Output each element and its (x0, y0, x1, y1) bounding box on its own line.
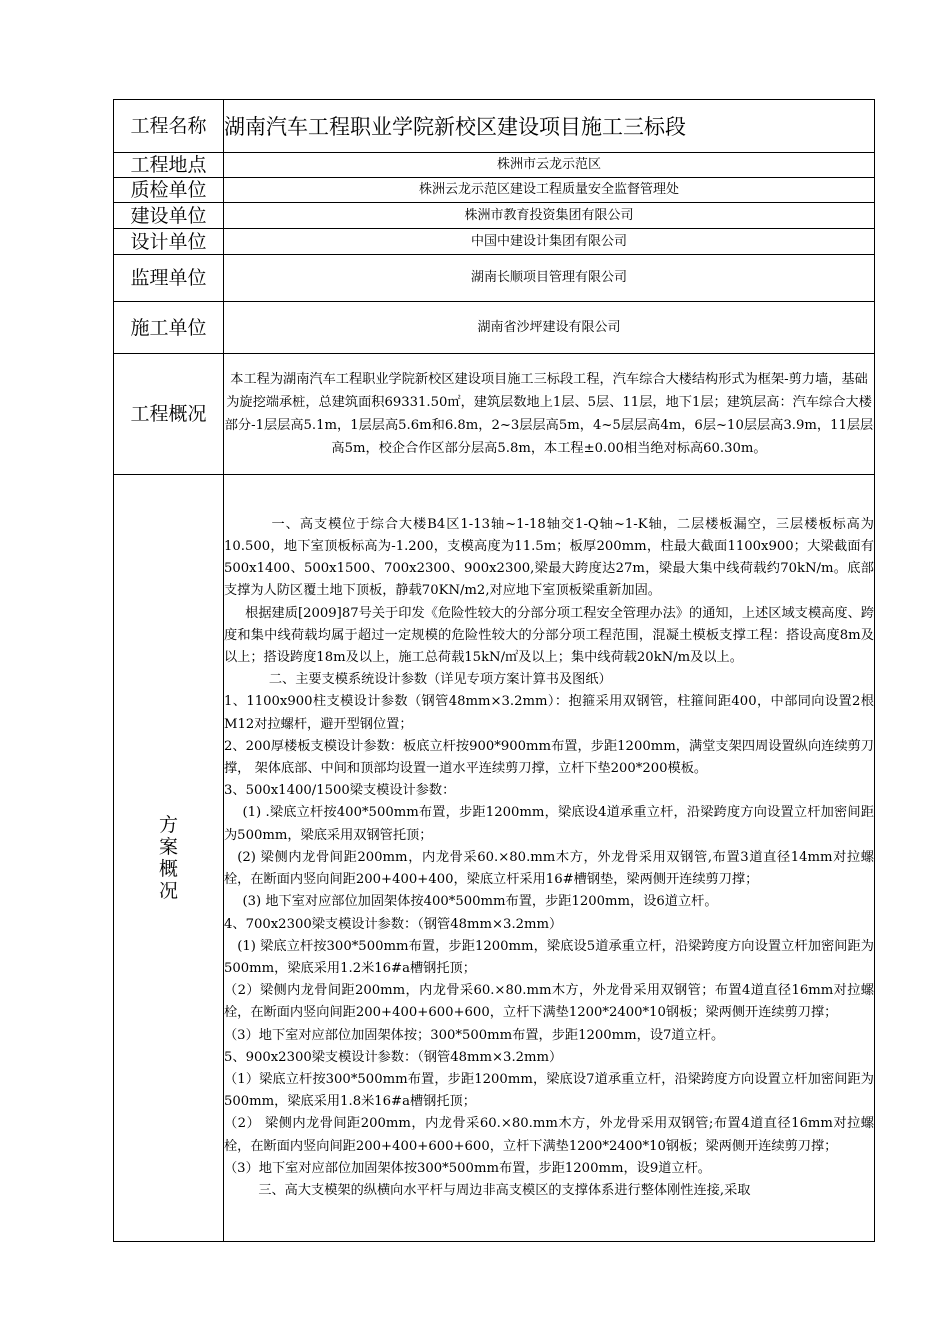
project-info-table (113, 99, 875, 1242)
label-project-name: 工程名称 (114, 100, 224, 153)
plan-paragraph: (2) 梁侧内龙骨间距200mm，内龙骨采60.×80.mm木方，外龙骨采用双钢管,布置3道直径14mm对拉螺栓，在断面内竖向间距200+400+400，梁底立杆采用16#槽钢垫，梁两侧开连续剪刀撑； (224, 849, 874, 888)
row-overview (114, 354, 875, 475)
plan-paragraph: 三、高大支模架的纵横向水平杆与周边非高支模区的支撑体系进行整体刚性连接,采取 (258, 1182, 751, 1198)
plan-paragraph: 根据建质[2009]87号关于印发《危险性较大的分部分项工程安全管理办法》的通知，上述区域支模高度、跨度和集中线荷载均属于超过一定规模的危险性较大的分部分项工程范围，混凝土模板支撑工程：搭设高度8m及以上；搭设跨度18m及以上，施工总荷载15kN/㎡及以上；集中线荷载20kN/m及以上。 (224, 605, 874, 666)
label-plan-char: 概 (158, 858, 178, 880)
plan-paragraph: (1) .梁底立杆按400*500mm布置，步距1200mm，梁底设4道承重立杆，沿梁跨度方向设置立杆加密间距为500mm，梁底采用双钢管托顶； (224, 805, 874, 843)
plan-paragraph: （3）地下室对应部位加固架体按；300*500mm布置，步距1200mm，设7道立杆。 (224, 1027, 725, 1043)
value-construction: 湖南省沙坪建设有限公司 (224, 302, 875, 354)
plan-paragraph: 一、高支模位于综合大楼B4区1-13轴~1-18轴交1-Q轴~1-K轴，二层楼板漏空，三层楼板标高为10.500，地下室顶板标高为-1.200，支模高度为11.5m；板厚200mm，柱最大截面1100x900；大梁截面有500x1400、500x1500、700x2300、900x2300,梁最大跨度达27m，梁最大集中线荷载约70kN/m。底部支撑为人防区覆土地下顶板，静载70KN/m2,对应地下室顶板梁重新加固。 (224, 516, 874, 599)
value-design: 中国中建设计集团有限公司 (224, 229, 875, 255)
row-location (114, 153, 875, 178)
value-quality: 株洲云龙示范区建设工程质量安全监督管理处 (224, 178, 875, 203)
row-quality (114, 178, 875, 203)
plan-paragraph: 2、200厚楼板支模设计参数：板底立杆按900*900mm布置，步距1200mm，满堂支架四周设置纵向连续剪刀撑， 架体底部、中间和顶部均设置一道水平连续剪刀撑，立杆下垫200*200模板。 (224, 738, 874, 777)
plan-content (224, 475, 875, 1242)
plan-paragraph: （3）地下室对应部位加固架体按300*500mm布置，步距1200mm，设9道立杆。 (224, 1160, 711, 1176)
plan-paragraph: (1) 梁底立杆按300*500mm布置，步距1200mm，梁底设5道承重立杆，沿梁跨度方向设置立杆加密间距为500mm，梁底采用1.2米16#a槽钢托顶； (224, 938, 874, 976)
label-quality: 质检单位 (114, 178, 224, 203)
value-overview: 本工程为湖南汽车工程职业学院新校区建设项目施工三标段工程，汽车综合大楼结构形式为框架-剪力墙，基础为旋挖端承桩，总建筑面积69331.50㎡，建筑层数地上1层、5层、11层，地下1层；建筑层高：汽车综合大楼部分-1层层高5.1m，1层层高5.6m和6.8m，2~3层层高5m，4~5层层高4m，6层~10层层高3.9m，11层层高5m，校企合作区部分层高5.8m，本工程±0.00相当绝对标高60.30m。 (224, 354, 875, 475)
row-project-name (114, 100, 875, 153)
value-owner: 株洲市教育投资集团有限公司 (224, 203, 875, 229)
plan-paragraph: （2）梁侧内龙骨间距200mm，内龙骨采60.×80.mm木方，外龙骨采用双钢管；布置4道直径16mm对拉螺栓，在断面内竖向间距200+400+600+600，立杆下满垫1200*2400*10钢板；梁两侧开连续剪刀撑； (224, 983, 874, 1021)
plan-paragraph: 二、主要支模系统设计参数（详见专项方案计算书及图纸） (268, 672, 612, 688)
value-location: 株洲市云龙示范区 (224, 153, 875, 178)
label-location: 工程地点 (114, 153, 224, 178)
row-design (114, 229, 875, 255)
label-supervision: 监理单位 (114, 255, 224, 302)
plan-paragraph: 1、1100x900柱支模设计参数（钢管48mm×3.2mm）：抱箍采用双钢管，柱箍间距400，中部同向设置2根M12对拉螺杆，避开型钢位置； (224, 694, 874, 732)
row-plan (114, 475, 875, 1242)
plan-paragraph: 4、700x2300梁支模设计参数：（钢管48mm×3.2mm） (224, 916, 563, 932)
label-plan-char: 况 (158, 880, 178, 902)
label-plan-char: 案 (158, 836, 178, 858)
label-plan-char: 方 (158, 814, 178, 836)
plan-paragraph: 3、500x1400/1500梁支模设计参数： (224, 783, 456, 799)
label-overview: 工程概况 (114, 354, 224, 475)
value-project-name: 湖南汽车工程职业学院新校区建设项目施工三标段 (224, 100, 875, 153)
row-owner (114, 203, 875, 229)
row-construction (114, 302, 875, 354)
plan-paragraph: (3) 地下室对应部位加固架体按400*500mm布置，步距1200mm，设6道立杆。 (242, 894, 718, 910)
value-supervision: 湖南长顺项目管理有限公司 (224, 255, 875, 302)
plan-paragraph: （1）梁底立杆按300*500mm布置，步距1200mm，梁底设7道承重立杆，沿梁跨度方向设置立杆加密间距为500mm，梁底采用1.8米16#a槽钢托顶； (224, 1071, 874, 1110)
label-construction: 施工单位 (114, 302, 224, 354)
label-owner: 建设单位 (114, 203, 224, 229)
label-plan (114, 475, 224, 1242)
row-supervision (114, 255, 875, 302)
plan-paragraph: （2） 梁侧内龙骨间距200mm，内龙骨采60.×80.mm木方，外龙骨采用双钢管;布置4道直径16mm对拉螺栓，在断面内竖向间距200+400+600+600，立杆下满垫1200*2400*10钢板；梁两侧开连续剪刀撑； (224, 1116, 874, 1154)
plan-paragraph: 5、900x2300梁支模设计参数：（钢管48mm×3.2mm） (224, 1049, 563, 1065)
label-design: 设计单位 (114, 229, 224, 255)
